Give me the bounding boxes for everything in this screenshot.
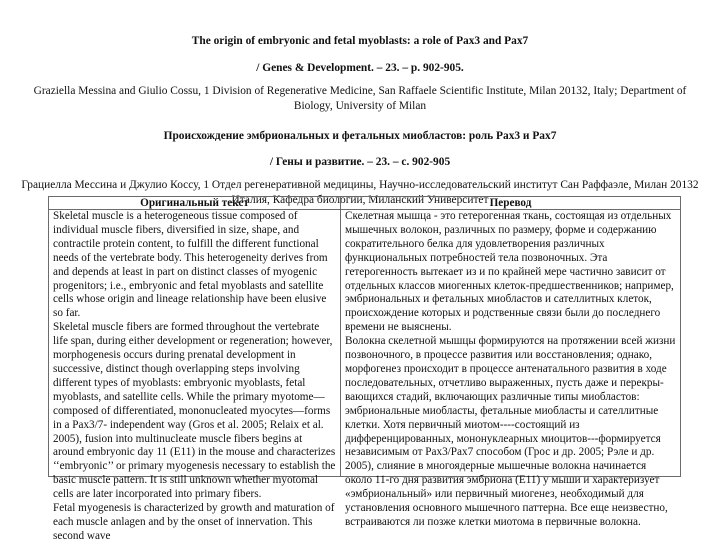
authors-ru-line1: Грациелла Мессина и Джулио Коссу, 1 Отдел регенеративной медицины, Научно-исследовательский институт Сан Раффаэле, Милан 20132 <box>21 179 699 191</box>
authors-en <box>0 84 720 114</box>
citation-en: / Genes & Development. – 23. – p. 902-905. <box>256 62 464 74</box>
translation-paragraph: Волокна скелетной мышцы формируются на протяжении всей жизни позвоночного, в процессе развития или восстановления; однако, морфогенез происходит в процессе антенатального развития в ходе последовательных, отчетливо выраженных, пусть даже и перекры-вающихся стадий, включающих различные типы миобластов: эмбриональные миобласты, фетальные миобласты и сателлитные клетки. Хотя первичный миотом----состоящий из дифференцированных, мононуклеарных миоцитов---формируется независимым от Pax3/Pax7 способом (Грос и др. 2005; Рэле и др. 2005), слияние в многоядерные мышечные волокна начинается около 11-го дня развития эмбриона (E11) у мыши и характеризует «эмбриональный» или первичный миогенез, необходимый для установления основного мышечного паттерна. Все еще неизвестно, встраиваются ли позже клетки миотома в первичные волокна. <box>345 335 676 528</box>
translation-table <box>48 196 681 542</box>
table-header-row <box>49 197 681 210</box>
authors-ru-line2: Италия, Кафедра биологии, Миланский Университет <box>231 194 489 206</box>
authors-en-line2: Biology, University of Milan <box>293 100 427 112</box>
translation-cell <box>341 210 681 528</box>
original-text-cell <box>49 210 341 542</box>
original-paragraph: Fetal myogenesis is characterized by growth and maturation of each muscle anlagen and by the onset of innervation. This second wave <box>53 502 335 542</box>
table-row <box>49 210 681 477</box>
original-paragraph: Skeletal muscle is a heterogeneous tissue composed of individual muscle fibers, diversified in size, shape, and contractile protein content, to fulfill the different functional needs of the vertebrate body. This heterogeneity derives from and depends at least in part on distinct classes of myogenic progenitors; i.e., embryonic and fetal myoblasts and satellite cells whose origin and lineage relationship have been elusive so far. <box>53 210 328 320</box>
article-title-en: The origin of embryonic and fetal myoblasts: a role of Pax3 and Pax7 <box>191 35 529 47</box>
header-translation: Перевод <box>341 197 681 210</box>
article-title-ru: Происхождение эмбриональных и фетальных миобластов: роль Pax3 и Pax7 <box>163 130 557 142</box>
citation-ru: / Гены и развитие. – 23. – с. 902-905 <box>269 156 451 168</box>
authors-en-line1: Graziella Messina and Giulio Cossu, 1 Division of Regenerative Medicine, San Raffaele Scientific Institute, Milan 20132, Italy; Department of <box>33 85 687 97</box>
translation-paragraph: Скелетная мышца - это гетерогенная ткань, состоящая из отдельных мышечных волокон, различных по размеру, форме и содержанию сократительного белка для удовлетворения различных функциональных потребностей тела позвоночных. Эта гетерогенность вытекает из и по крайней мере частично зависит от отдельных классов миогенных клеток-предшественников; например, эмбриональных и фетальных миобластов и сателлитных клеток, происхождение которых и родственные связи были до последнего времени не выяснены. <box>345 210 674 334</box>
header-original-text: Оригинальный текст <box>49 197 341 210</box>
original-paragraph: Skeletal muscle fibers are formed throughout the vertebrate life span, during either development or regeneration; however, morphogenesis occurs during prenatal development in successive, distinct though overlapping steps involving different types of myoblasts: embryonic myoblasts, fetal myoblasts, and satellite cells. While the primary myotome—composed of differentiated, mononucleated myocytes—forms in a Pax3/7- independent way (Gros et al. 2005; Relaix et al. 2005), fusion into multinucleate muscle fibers begins at around embryonic day 11 (E11) in the mouse and characterizes ‘‘embryonic’’ or primary myogenesis necessary to establish the basic muscle pattern. It is still unknown whether myotomal cells are later incorporated into primary fibers. <box>53 321 336 501</box>
